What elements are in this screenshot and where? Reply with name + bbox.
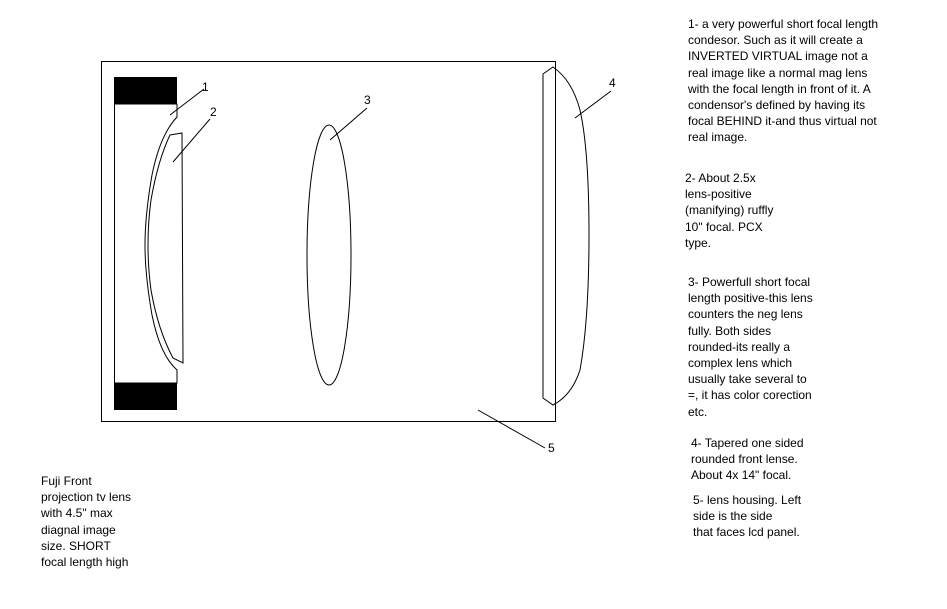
condensor-top-cap	[114, 77, 177, 104]
note-pcx-lens: 2- About 2.5x lens-positive (manifying) ruffly 10" focal. PCX type.	[685, 171, 774, 250]
callout-number-1: 1	[202, 80, 209, 94]
note-biconvex-lens: 3- Powerfull short focal length positive-this lens counters the neg lens fully. Both sides rounded-its really a complex lens which usually take several to =, it has color corection etc.	[688, 275, 813, 419]
note-front-lens: 4- Tapered one sided rounded front lense. About 4x 14" focal.	[691, 436, 804, 483]
callout-number-3: 3	[364, 93, 371, 107]
leader-line-3	[330, 108, 367, 140]
note-lens-housing: 5- lens housing. Left side is the side that faces lcd panel.	[693, 493, 802, 540]
leader-line-4	[575, 91, 611, 118]
front-lens-element	[543, 67, 589, 405]
condensor-lens-element	[114, 77, 177, 410]
leader-line-5	[478, 410, 545, 448]
lens-housing	[102, 62, 556, 422]
note-condensor: 1- a very powerful short focal length condesor. Such as it will create a INVERTED VIRTUAL image not a real image like a normal mag lens with the focal length in front of it. A condensor's defined by having its focal BEHIND it-and thus virtual not real image.	[688, 17, 879, 145]
condensor-lens-body	[115, 104, 178, 383]
callout-number-2: 2	[210, 105, 217, 119]
callout-number-5: 5	[548, 441, 555, 455]
condensor-bottom-cap	[114, 383, 177, 410]
callout-number-4: 4	[609, 76, 616, 90]
leader-line-2	[173, 119, 210, 162]
biconvex-lens-element	[307, 125, 351, 385]
diagram-caption: Fuji Front projection tv lens with 4.5" max diagnal image size. SHORT focal length high	[41, 474, 132, 570]
